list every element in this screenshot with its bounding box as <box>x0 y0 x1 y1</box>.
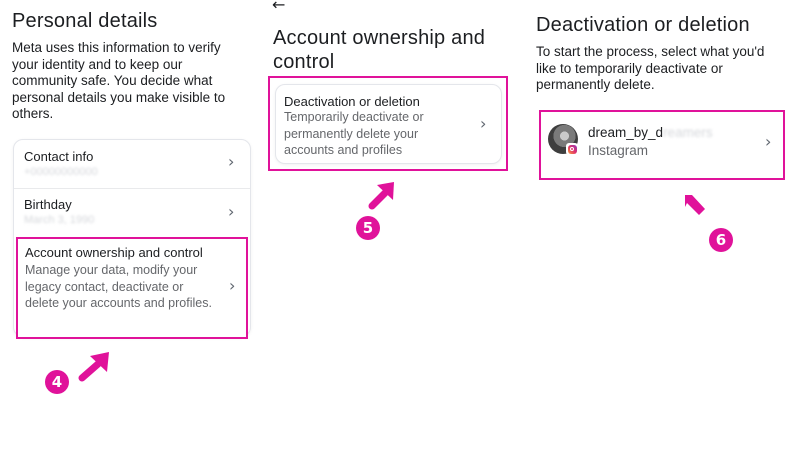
birthday-label: Birthday <box>24 197 72 212</box>
instagram-icon <box>566 143 578 155</box>
account-ownership-label: Account ownership and control <box>25 245 203 260</box>
step-4-badge: 4 <box>45 370 69 394</box>
deactivation-or-deletion-row[interactable] <box>275 84 502 164</box>
account-username-hidden: reamers <box>663 125 713 140</box>
chevron-right-icon: › <box>228 202 235 221</box>
pointer-arrow-icon <box>368 180 398 210</box>
deactivation-subtitle: Temporarily deactivate or permanently delete your accounts and profiles <box>284 110 424 157</box>
account-username-visible: dream_by_d <box>588 125 664 140</box>
chevron-right-icon: › <box>480 114 487 133</box>
step-5-badge: 5 <box>356 216 380 240</box>
contact-info-row[interactable] <box>14 140 250 188</box>
deactivation-label: Deactivation or deletion <box>284 94 420 109</box>
chevron-right-icon: › <box>229 276 236 295</box>
account-ownership-title: Account ownership and control <box>273 27 486 73</box>
step-6-badge: 6 <box>709 228 733 252</box>
account-platform: Instagram <box>588 143 649 158</box>
personal-details-description: Meta uses this information to verify your identity and to keep our community safe. You decide what personal details you make visible to others. <box>12 40 226 121</box>
pointer-arrow-icon <box>683 193 707 219</box>
birthday-value: March 3, 1990 <box>24 214 95 226</box>
birthday-row[interactable] <box>14 189 250 237</box>
deactivation-title: Deactivation or deletion <box>536 14 750 36</box>
account-username <box>588 125 713 140</box>
personal-details-title: Personal details <box>12 10 158 32</box>
account-ownership-row[interactable] <box>16 237 248 339</box>
chevron-right-icon: › <box>228 152 235 171</box>
pointer-arrow-icon <box>78 350 112 382</box>
chevron-right-icon: › <box>765 132 772 151</box>
account-ownership-subtitle: Manage your data, modify your legacy contact, deactivate or delete your accounts and profiles. <box>25 263 212 310</box>
back-arrow-icon[interactable]: ← <box>272 0 286 14</box>
contact-info-label: Contact info <box>24 149 94 164</box>
instagram-account-row[interactable] <box>539 110 785 180</box>
deactivation-description: To start the process, select what you'd like to temporarily deactivate or permanently delete. <box>536 44 765 92</box>
contact-info-value: +00000000000 <box>24 166 98 178</box>
